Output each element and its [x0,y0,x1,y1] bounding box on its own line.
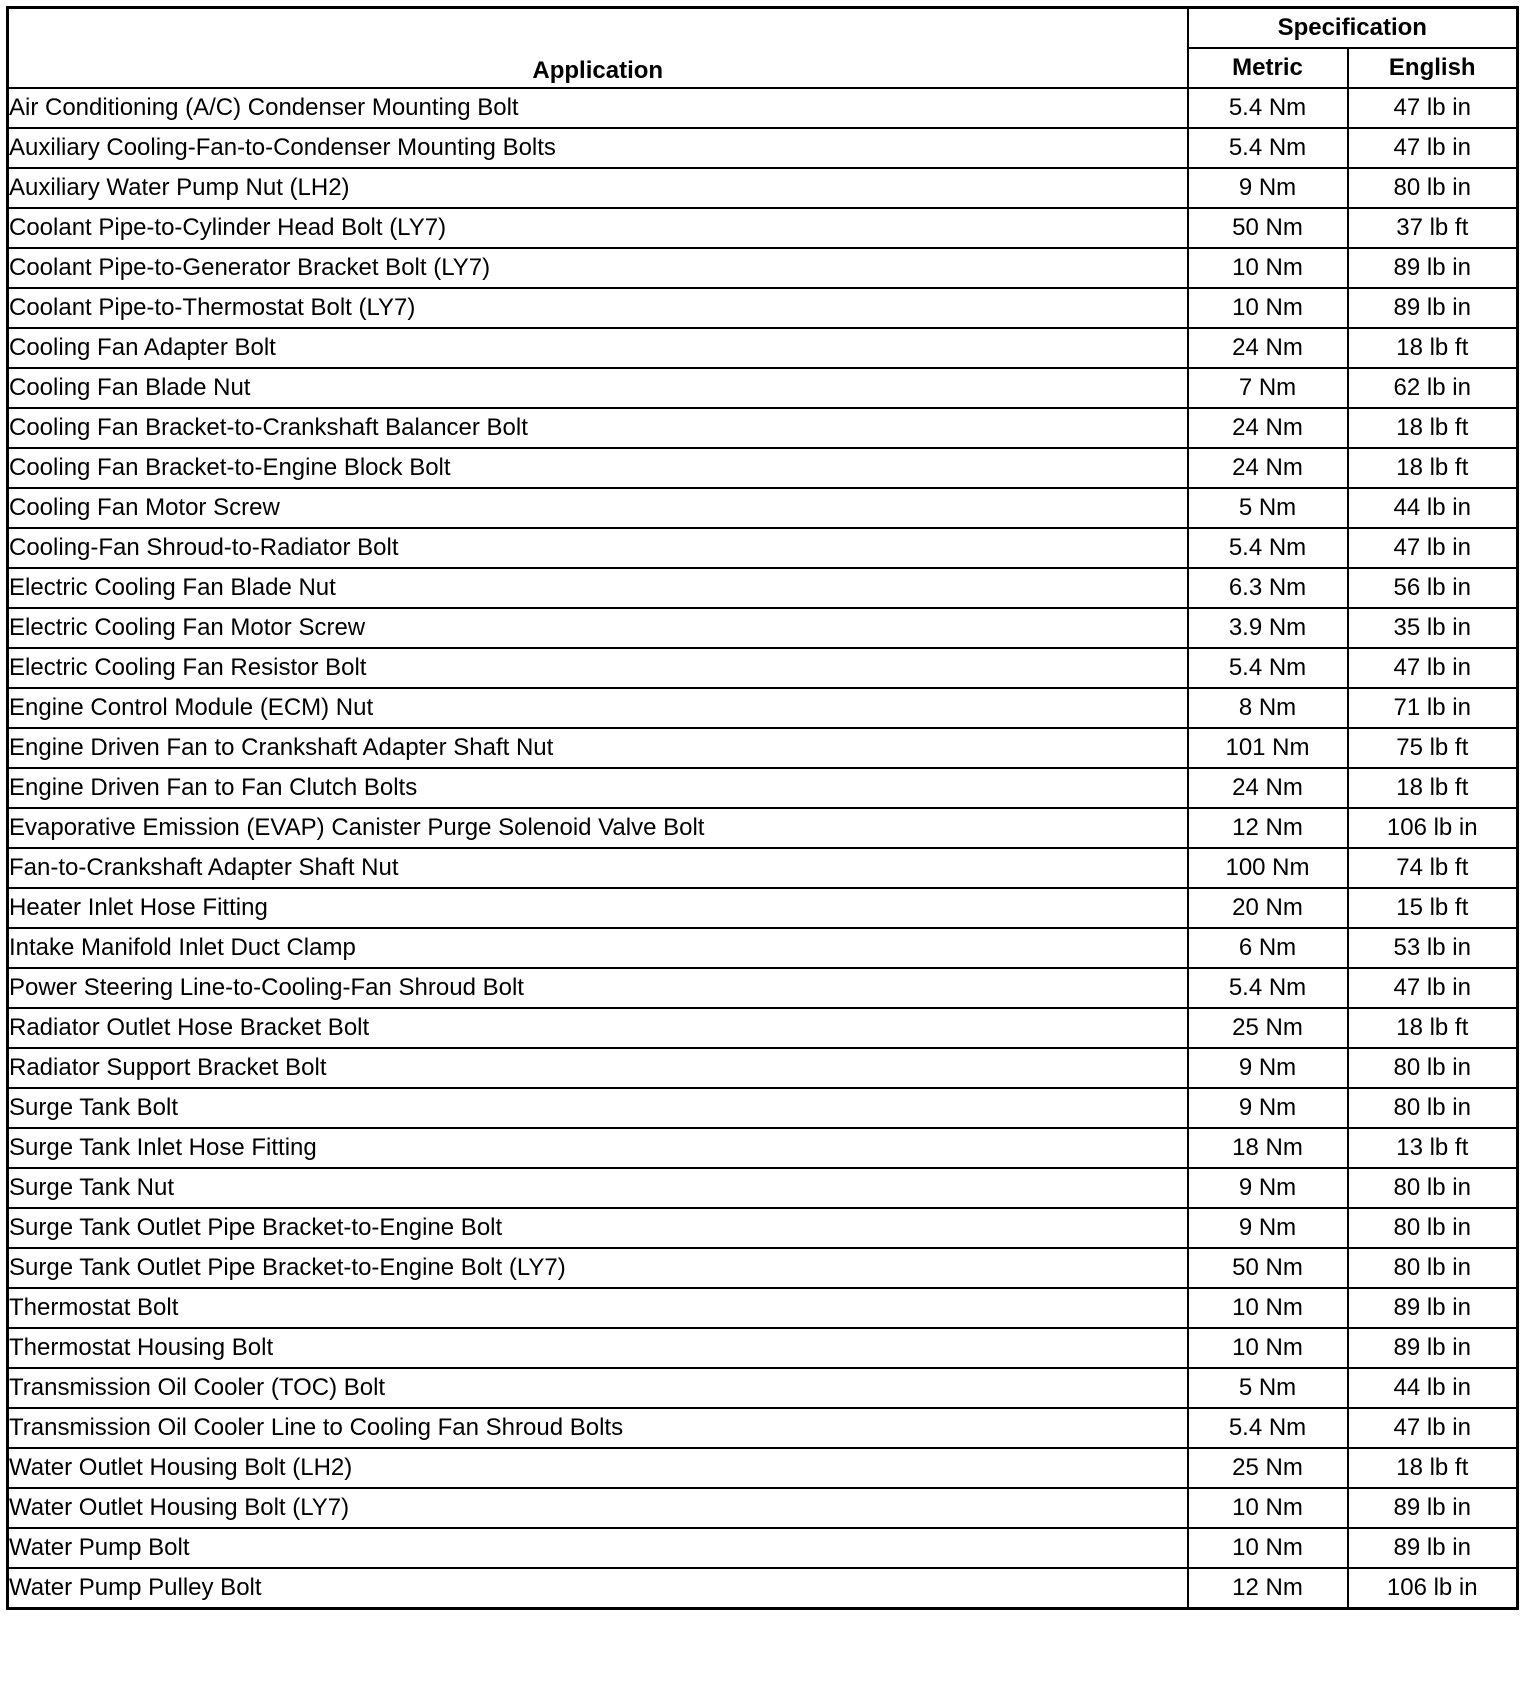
application-cell: Surge Tank Outlet Pipe Bracket-to-Engine Bolt [8,1208,1188,1248]
table-row [8,1288,1518,1328]
metric-cell: 5.4 Nm [1188,648,1348,688]
metric-cell: 10 Nm [1188,248,1348,288]
table-row [8,728,1518,768]
metric-cell: 50 Nm [1188,208,1348,248]
metric-cell: 5.4 Nm [1188,1408,1348,1448]
english-cell: 47 lb in [1348,968,1518,1008]
table-row [8,288,1518,328]
application-cell: Engine Control Module (ECM) Nut [8,688,1188,728]
application-cell: Power Steering Line-to-Cooling-Fan Shroud Bolt [8,968,1188,1008]
application-cell: Coolant Pipe-to-Cylinder Head Bolt (LY7) [8,208,1188,248]
application-column-header: Application [8,8,1188,89]
metric-cell: 3.9 Nm [1188,608,1348,648]
application-cell: Cooling Fan Adapter Bolt [8,328,1188,368]
table-row [8,1328,1518,1368]
metric-cell: 6.3 Nm [1188,568,1348,608]
application-cell: Coolant Pipe-to-Thermostat Bolt (LY7) [8,288,1188,328]
metric-cell: 9 Nm [1188,1168,1348,1208]
table-row [8,648,1518,688]
english-cell: 62 lb in [1348,368,1518,408]
metric-cell: 5.4 Nm [1188,88,1348,128]
table-row [8,1088,1518,1128]
metric-cell: 100 Nm [1188,848,1348,888]
english-cell: 106 lb in [1348,808,1518,848]
spec-table-container [6,6,1519,1610]
application-cell: Cooling Fan Motor Screw [8,488,1188,528]
english-cell: 18 lb ft [1348,1448,1518,1488]
table-row [8,368,1518,408]
english-column-header: English [1348,48,1518,88]
table-row [8,1208,1518,1248]
table-row [8,1008,1518,1048]
english-cell: 18 lb ft [1348,328,1518,368]
application-cell: Heater Inlet Hose Fitting [8,888,1188,928]
application-cell: Fan-to-Crankshaft Adapter Shaft Nut [8,848,1188,888]
application-cell: Intake Manifold Inlet Duct Clamp [8,928,1188,968]
application-cell: Air Conditioning (A/C) Condenser Mounting Bolt [8,88,1188,128]
english-cell: 35 lb in [1348,608,1518,648]
application-cell: Water Outlet Housing Bolt (LH2) [8,1448,1188,1488]
table-row [8,1448,1518,1488]
metric-cell: 10 Nm [1188,1488,1348,1528]
metric-cell: 5 Nm [1188,1368,1348,1408]
english-cell: 80 lb in [1348,1248,1518,1288]
application-cell: Transmission Oil Cooler Line to Cooling Fan Shroud Bolts [8,1408,1188,1448]
application-cell: Thermostat Housing Bolt [8,1328,1188,1368]
table-row [8,768,1518,808]
english-cell: 75 lb ft [1348,728,1518,768]
english-cell: 13 lb ft [1348,1128,1518,1168]
table-row [8,568,1518,608]
english-cell: 18 lb ft [1348,768,1518,808]
application-cell: Evaporative Emission (EVAP) Canister Purge Solenoid Valve Bolt [8,808,1188,848]
metric-cell: 25 Nm [1188,1008,1348,1048]
english-cell: 47 lb in [1348,128,1518,168]
table-row [8,1168,1518,1208]
application-cell: Surge Tank Nut [8,1168,1188,1208]
metric-cell: 24 Nm [1188,768,1348,808]
table-row [8,408,1518,448]
table-row [8,128,1518,168]
metric-cell: 9 Nm [1188,1048,1348,1088]
metric-cell: 8 Nm [1188,688,1348,728]
metric-cell: 5.4 Nm [1188,128,1348,168]
table-row [8,1488,1518,1528]
table-row [8,208,1518,248]
english-cell: 80 lb in [1348,168,1518,208]
metric-cell: 24 Nm [1188,328,1348,368]
english-cell: 47 lb in [1348,88,1518,128]
table-row [8,968,1518,1008]
english-cell: 18 lb ft [1348,1008,1518,1048]
table-row [8,808,1518,848]
english-cell: 89 lb in [1348,1488,1518,1528]
english-cell: 89 lb in [1348,1528,1518,1568]
english-cell: 80 lb in [1348,1208,1518,1248]
metric-cell: 5.4 Nm [1188,968,1348,1008]
metric-cell: 24 Nm [1188,448,1348,488]
english-cell: 47 lb in [1348,648,1518,688]
table-row [8,1568,1518,1609]
table-row [8,688,1518,728]
english-cell: 89 lb in [1348,288,1518,328]
application-cell: Radiator Support Bracket Bolt [8,1048,1188,1088]
application-cell: Cooling Fan Bracket-to-Engine Block Bolt [8,448,1188,488]
table-row [8,608,1518,648]
english-cell: 89 lb in [1348,248,1518,288]
application-cell: Surge Tank Outlet Pipe Bracket-to-Engine Bolt (LY7) [8,1248,1188,1288]
english-cell: 44 lb in [1348,1368,1518,1408]
metric-cell: 25 Nm [1188,1448,1348,1488]
application-cell: Auxiliary Cooling-Fan-to-Condenser Mounting Bolts [8,128,1188,168]
english-cell: 44 lb in [1348,488,1518,528]
table-row [8,528,1518,568]
english-cell: 80 lb in [1348,1088,1518,1128]
application-cell: Engine Driven Fan to Fan Clutch Bolts [8,768,1188,808]
english-cell: 18 lb ft [1348,408,1518,448]
metric-cell: 12 Nm [1188,808,1348,848]
english-cell: 53 lb in [1348,928,1518,968]
table-row [8,1128,1518,1168]
metric-cell: 5 Nm [1188,488,1348,528]
english-cell: 18 lb ft [1348,448,1518,488]
application-cell: Electric Cooling Fan Blade Nut [8,568,1188,608]
metric-cell: 12 Nm [1188,1568,1348,1609]
application-cell: Water Pump Pulley Bolt [8,1568,1188,1609]
table-row [8,248,1518,288]
application-cell: Cooling Fan Blade Nut [8,368,1188,408]
metric-cell: 6 Nm [1188,928,1348,968]
application-cell: Water Outlet Housing Bolt (LY7) [8,1488,1188,1528]
metric-cell: 10 Nm [1188,1328,1348,1368]
english-cell: 80 lb in [1348,1168,1518,1208]
table-row [8,328,1518,368]
metric-cell: 10 Nm [1188,1528,1348,1568]
application-cell: Coolant Pipe-to-Generator Bracket Bolt (LY7) [8,248,1188,288]
english-cell: 80 lb in [1348,1048,1518,1088]
specification-group-header: Specification [1188,8,1518,49]
metric-cell: 5.4 Nm [1188,528,1348,568]
english-cell: 37 lb ft [1348,208,1518,248]
metric-cell: 50 Nm [1188,1248,1348,1288]
metric-cell: 7 Nm [1188,368,1348,408]
english-cell: 74 lb ft [1348,848,1518,888]
metric-cell: 18 Nm [1188,1128,1348,1168]
application-cell: Transmission Oil Cooler (TOC) Bolt [8,1368,1188,1408]
table-row [8,848,1518,888]
english-cell: 71 lb in [1348,688,1518,728]
application-cell: Radiator Outlet Hose Bracket Bolt [8,1008,1188,1048]
metric-column-header: Metric [1188,48,1348,88]
table-row [8,488,1518,528]
application-cell: Surge Tank Inlet Hose Fitting [8,1128,1188,1168]
metric-cell: 9 Nm [1188,1208,1348,1248]
english-cell: 15 lb ft [1348,888,1518,928]
english-cell: 56 lb in [1348,568,1518,608]
table-row [8,888,1518,928]
english-cell: 89 lb in [1348,1328,1518,1368]
metric-cell: 9 Nm [1188,1088,1348,1128]
table-row [8,928,1518,968]
application-cell: Surge Tank Bolt [8,1088,1188,1128]
application-cell: Electric Cooling Fan Resistor Bolt [8,648,1188,688]
table-row [8,1048,1518,1088]
metric-cell: 101 Nm [1188,728,1348,768]
fastener-tightening-spec-table [6,6,1519,1610]
application-cell: Thermostat Bolt [8,1288,1188,1328]
table-row [8,1368,1518,1408]
table-row [8,1248,1518,1288]
metric-cell: 10 Nm [1188,288,1348,328]
application-cell: Electric Cooling Fan Motor Screw [8,608,1188,648]
english-cell: 47 lb in [1348,528,1518,568]
table-row [8,448,1518,488]
application-cell: Cooling-Fan Shroud-to-Radiator Bolt [8,528,1188,568]
metric-cell: 24 Nm [1188,408,1348,448]
application-cell: Water Pump Bolt [8,1528,1188,1568]
table-row [8,168,1518,208]
metric-cell: 10 Nm [1188,1288,1348,1328]
table-row [8,1528,1518,1568]
english-cell: 89 lb in [1348,1288,1518,1328]
english-cell: 47 lb in [1348,1408,1518,1448]
application-cell: Engine Driven Fan to Crankshaft Adapter Shaft Nut [8,728,1188,768]
spec-table-body [8,88,1518,1609]
application-cell: Cooling Fan Bracket-to-Crankshaft Balancer Bolt [8,408,1188,448]
metric-cell: 20 Nm [1188,888,1348,928]
english-cell: 106 lb in [1348,1568,1518,1609]
table-row [8,1408,1518,1448]
application-cell: Auxiliary Water Pump Nut (LH2) [8,168,1188,208]
table-row [8,88,1518,128]
metric-cell: 9 Nm [1188,168,1348,208]
